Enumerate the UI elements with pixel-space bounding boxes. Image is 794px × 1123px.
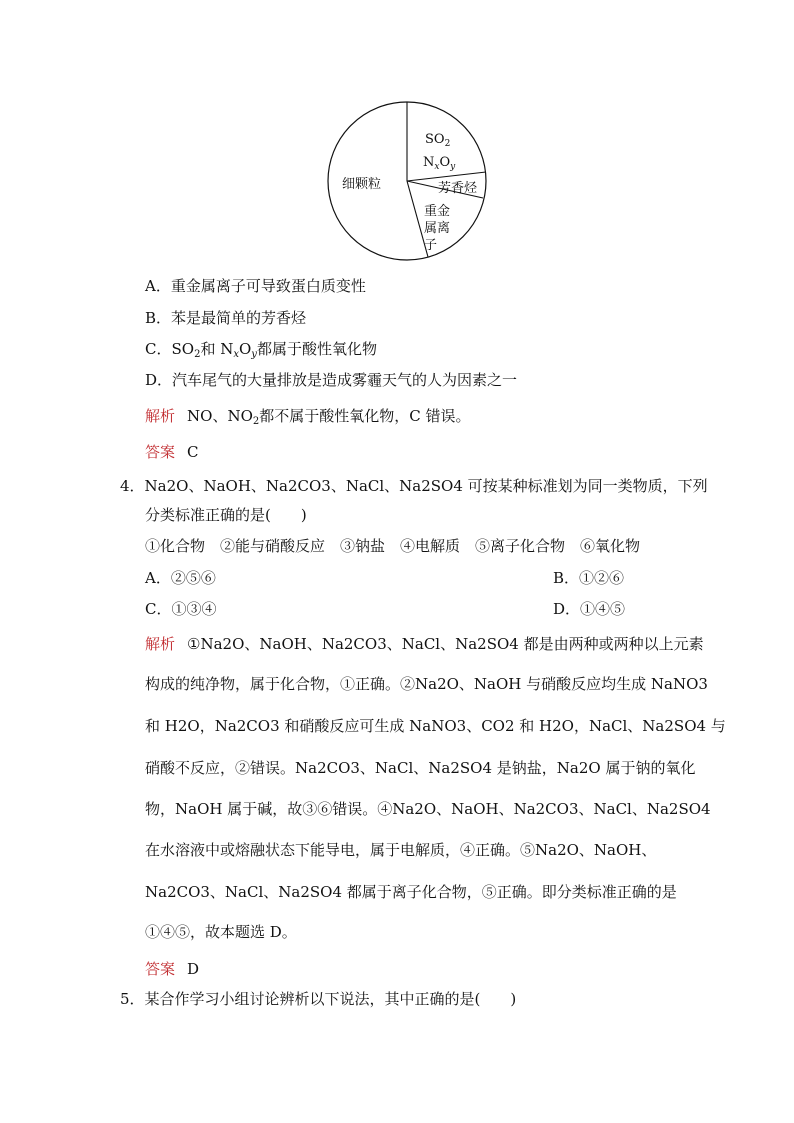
q4-option-b: B．①②⑥ <box>553 569 625 587</box>
label-heavy-metal-3: 子 <box>424 238 438 253</box>
q4-options-row-1 <box>145 568 625 588</box>
q4-option-c: C．①③④ <box>145 600 217 618</box>
pie-divider-upper-right <box>407 172 486 181</box>
q4-analysis-line-8: ①④⑤，故本题选 D。 <box>145 923 297 941</box>
label-heavy-metal-1: 重金 <box>424 204 451 219</box>
q4-analysis-line-3: 和 H2O，Na2CO3 和硝酸反应可生成 NaNO3、CO2 和 H2O，NaCl、Na2SO4 与 <box>145 717 726 735</box>
analysis-label: 解析 <box>145 407 176 425</box>
q4-option-a: A．②⑤⑥ <box>145 569 216 587</box>
q4-options-row-2 <box>145 599 626 619</box>
pollutant-pie-figure <box>0 0 794 270</box>
q5-stem: 5．某合作学习小组讨论辨析以下说法，其中正确的是( ) <box>120 990 517 1008</box>
answer-label: 答案 <box>145 443 176 461</box>
q4-analysis-line-7: Na2CO3、NaCl、Na2SO4 都属于离子化合物，⑤正确。即分类标准正确的是 <box>145 883 677 901</box>
answer-label: 答案 <box>145 960 176 978</box>
label-aromatic: 芳香烃 <box>438 181 478 196</box>
label-nxoy: $N_xO_y$ <box>423 155 456 172</box>
q3-option-d: D．汽车尾气的大量排放是造成雾霾天气的人为因素之一 <box>145 371 518 389</box>
q4-answer: 答案 D <box>145 960 200 978</box>
q4-analysis-line-6: 在水溶液中或熔融状态下能导电，属于电解质，④正确。⑤Na2O、NaOH、 <box>145 841 657 859</box>
label-fine-particles: 细颗粒 <box>342 177 382 192</box>
q3-answer: 答案 C <box>145 443 199 461</box>
q4-analysis-line-5: 物，NaOH 属于碱，故③⑥错误。④Na2O、NaOH、Na2CO3、NaCl、Na2SO4 <box>145 800 711 818</box>
q4-option-d: D．①④⑤ <box>553 600 626 618</box>
label-so2: $SO_2$ <box>425 132 451 149</box>
q4-criteria: ①化合物 ②能与硝酸反应 ③钠盐 ④电解质 ⑤离子化合物 ⑥氧化物 <box>145 537 641 555</box>
q3-analysis: 解析 NO、$NO_2$都不属于酸性氧化物，C 错误。 <box>145 407 471 427</box>
analysis-label: 解析 <box>145 635 176 653</box>
q4-stem-line-2: 分类标准正确的是( ) <box>145 506 307 524</box>
q3-option-a: A．重金属离子可导致蛋白质变性 <box>145 277 366 295</box>
q4-analysis-line-4: 硝酸不反应，②错误。Na2CO3、NaCl、Na2SO4 是钠盐，Na2O 属于钠的氧化 <box>145 759 696 777</box>
q4-stem-line-1: 4．Na2O、NaOH、Na2CO3、NaCl、Na2SO4 可按某种标准划为同一类物质，下列 <box>120 477 708 495</box>
label-heavy-metal-2: 属离 <box>424 221 451 236</box>
q4-analysis-line-2: 构成的纯净物，属于化合物，①正确。②Na2O、NaOH 与硝酸反应均生成 NaNO3 <box>145 675 708 693</box>
q3-option-b: B．苯是最简单的芳香烃 <box>145 309 307 327</box>
q4-analysis-line-1: 解析 ①Na2O、NaOH、Na2CO3、NaCl、Na2SO4 都是由两种或两种以上元素 <box>145 635 704 653</box>
q3-option-c: C．$SO_2$和 $N_xO_y$都属于酸性氧化物 <box>145 340 377 360</box>
